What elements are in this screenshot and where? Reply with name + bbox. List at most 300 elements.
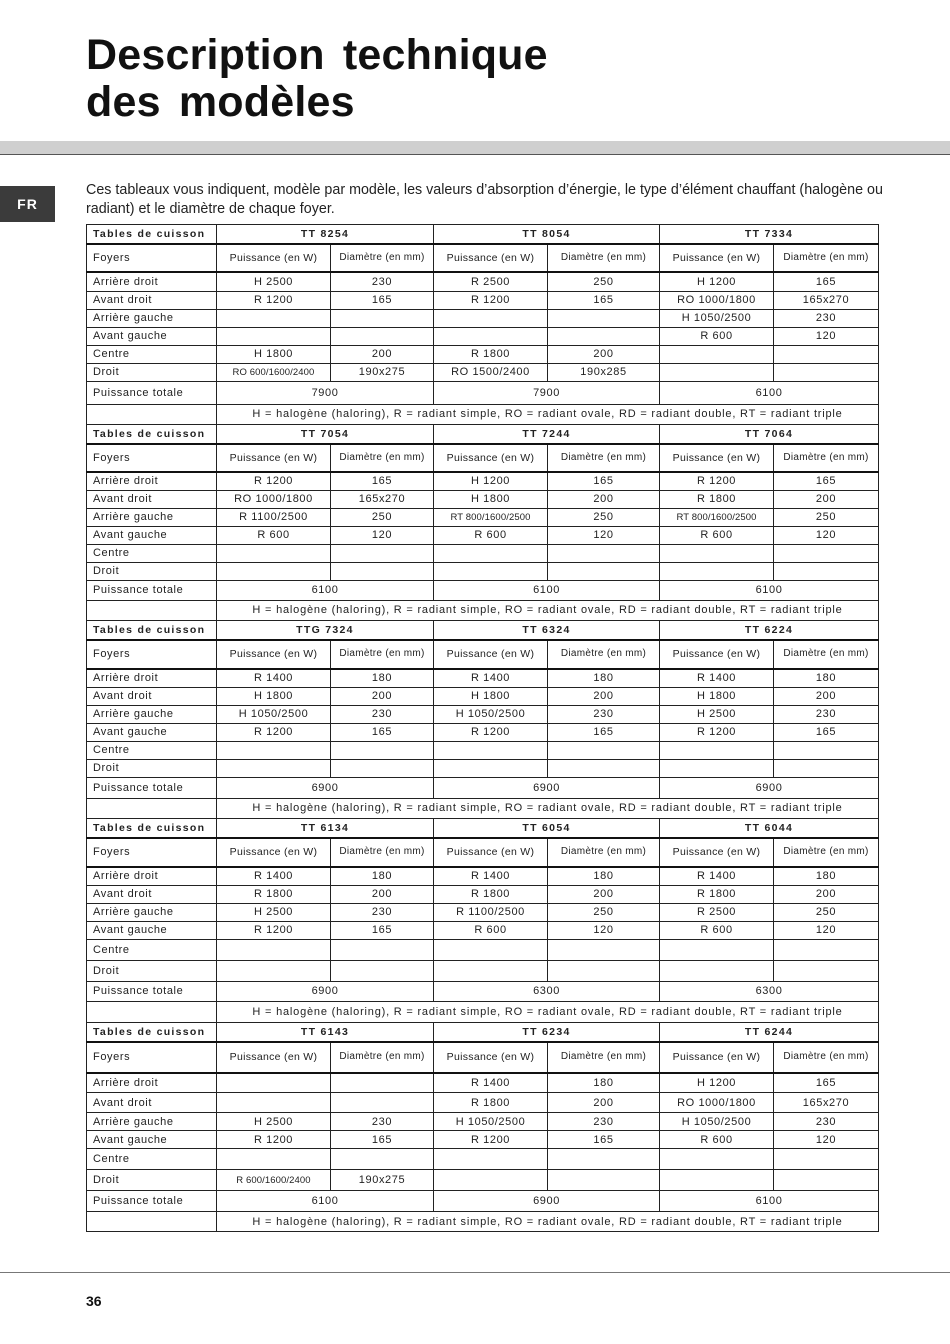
power-cell: H 2500 <box>660 705 774 723</box>
model-name: TT 8254 <box>217 225 434 245</box>
burner-position-label: Arrière droit <box>87 272 217 291</box>
diameter-cell: 230 <box>548 705 660 723</box>
diameter-cell: 230 <box>774 309 879 327</box>
model-name: TT 6044 <box>660 818 879 838</box>
diameter-cell: 230 <box>331 272 434 291</box>
model-name: TT 7244 <box>434 424 660 444</box>
table-header-row <box>87 225 879 245</box>
page-title-line1: Description technique <box>86 31 548 79</box>
tables-label: Tables de cuisson <box>87 424 217 444</box>
diameter-cell <box>774 363 879 381</box>
model-name: TT 7054 <box>217 424 434 444</box>
power-column-header: Puissance (en W) <box>217 838 331 867</box>
power-column-header: Puissance (en W) <box>217 444 331 472</box>
table-row <box>87 705 879 723</box>
power-cell: H 1200 <box>660 1073 774 1093</box>
diameter-cell: 180 <box>548 669 660 688</box>
table-row <box>87 723 879 741</box>
burner-position-label: Arrière droit <box>87 669 217 688</box>
power-column-header: Puissance (en W) <box>434 1042 548 1073</box>
table-row <box>87 921 879 939</box>
table-row <box>87 562 879 580</box>
power-cell: R 2500 <box>660 903 774 921</box>
table-row <box>87 867 879 886</box>
burner-position-label: Centre <box>87 544 217 562</box>
total-power-value: 6900 <box>434 1191 660 1212</box>
diameter-column-header: Diamètre (en mm) <box>331 838 434 867</box>
diameter-cell: 165 <box>774 1073 879 1093</box>
diameter-cell <box>548 1149 660 1170</box>
power-cell: R 1400 <box>660 669 774 688</box>
table-row <box>87 309 879 327</box>
diameter-cell: 180 <box>331 867 434 886</box>
burner-position-label: Centre <box>87 939 217 960</box>
diameter-cell: 190x285 <box>548 363 660 381</box>
tables-label: Tables de cuisson <box>87 818 217 838</box>
diameter-column-header: Diamètre (en mm) <box>774 1042 879 1073</box>
diameter-cell: 230 <box>331 705 434 723</box>
diameter-cell: 165 <box>548 723 660 741</box>
burner-position-label: Arrière droit <box>87 867 217 886</box>
diameter-cell: 200 <box>331 885 434 903</box>
power-cell <box>660 562 774 580</box>
diameter-cell <box>331 562 434 580</box>
total-power-value: 6100 <box>217 580 434 600</box>
power-cell <box>660 741 774 759</box>
diameter-cell <box>774 741 879 759</box>
diameter-cell: 190x275 <box>331 1170 434 1191</box>
diameter-cell: 200 <box>331 345 434 363</box>
column-header-row <box>87 444 879 472</box>
power-cell: R 1800 <box>434 1093 548 1113</box>
tables-label: Tables de cuisson <box>87 1022 217 1042</box>
power-cell: R 1200 <box>434 1131 548 1149</box>
table-row <box>87 1149 879 1170</box>
table-row <box>87 1093 879 1113</box>
total-power-label: Puissance totale <box>87 1191 217 1212</box>
legend-blank-cell <box>87 600 217 620</box>
power-column-header: Puissance (en W) <box>434 838 548 867</box>
power-cell: R 1800 <box>660 490 774 508</box>
diameter-cell: 165 <box>548 472 660 491</box>
diameter-cell: 180 <box>548 867 660 886</box>
power-cell: H 1800 <box>217 345 331 363</box>
diameter-column-header: Diamètre (en mm) <box>331 444 434 472</box>
model-name: TT 7064 <box>660 424 879 444</box>
diameter-column-header: Diamètre (en mm) <box>774 244 879 272</box>
power-cell <box>217 562 331 580</box>
power-cell <box>217 1149 331 1170</box>
power-cell <box>217 741 331 759</box>
diameter-cell: 165 <box>331 291 434 309</box>
power-cell: R 1200 <box>434 723 548 741</box>
power-cell: H 1800 <box>434 687 548 705</box>
diameter-cell: 200 <box>548 345 660 363</box>
diameter-cell: 120 <box>774 1131 879 1149</box>
page-title-line2: des modèles <box>86 78 355 126</box>
foyers-label: Foyers <box>87 640 217 669</box>
total-power-value: 7900 <box>434 381 660 404</box>
table-row <box>87 759 879 777</box>
power-cell <box>217 544 331 562</box>
power-column-header: Puissance (en W) <box>434 244 548 272</box>
table-row <box>87 903 879 921</box>
page-number: 36 <box>86 1293 102 1309</box>
footer-divider <box>0 1272 950 1273</box>
diameter-cell: 200 <box>548 490 660 508</box>
power-cell: H 1800 <box>217 687 331 705</box>
diameter-cell: 250 <box>548 903 660 921</box>
power-cell: R 600 <box>660 526 774 544</box>
power-cell: H 1050/2500 <box>434 1113 548 1131</box>
table-row <box>87 472 879 491</box>
power-cell: H 1200 <box>434 472 548 491</box>
legend-row <box>87 1001 879 1022</box>
power-cell: R 600 <box>434 921 548 939</box>
diameter-cell: 180 <box>774 867 879 886</box>
foyers-label: Foyers <box>87 838 217 867</box>
power-cell: R 1200 <box>217 291 331 309</box>
total-power-value: 6100 <box>217 1191 434 1212</box>
diameter-cell <box>331 759 434 777</box>
legend-text: H = halogène (haloring), R = radiant simple, RO = radiant ovale, RD = radiant double, RT = radiant triple <box>217 798 879 818</box>
foyers-label: Foyers <box>87 444 217 472</box>
model-name: TT 7334 <box>660 225 879 245</box>
power-cell <box>660 345 774 363</box>
power-cell <box>434 759 548 777</box>
diameter-cell <box>331 327 434 345</box>
legend-blank-cell <box>87 1001 217 1022</box>
diameter-cell <box>331 960 434 981</box>
burner-position-label: Avant gauche <box>87 327 217 345</box>
table-row <box>87 1073 879 1093</box>
power-column-header: Puissance (en W) <box>434 444 548 472</box>
power-cell <box>434 1149 548 1170</box>
burner-position-label: Droit <box>87 562 217 580</box>
power-cell <box>660 1170 774 1191</box>
burner-position-label: Droit <box>87 759 217 777</box>
power-cell: R 1400 <box>434 1073 548 1093</box>
total-power-value: 6900 <box>217 777 434 798</box>
burner-position-label: Avant gauche <box>87 921 217 939</box>
burner-position-label: Arrière gauche <box>87 309 217 327</box>
diameter-column-header: Diamètre (en mm) <box>331 1042 434 1073</box>
legend-row <box>87 600 879 620</box>
diameter-cell <box>548 562 660 580</box>
foyers-label: Foyers <box>87 244 217 272</box>
burner-position-label: Droit <box>87 1170 217 1191</box>
power-cell: H 1800 <box>434 490 548 508</box>
diameter-column-header: Diamètre (en mm) <box>548 444 660 472</box>
power-cell: R 1800 <box>434 345 548 363</box>
diameter-cell: 250 <box>774 903 879 921</box>
diameter-cell <box>774 562 879 580</box>
power-cell <box>217 309 331 327</box>
power-column-header: Puissance (en W) <box>660 244 774 272</box>
power-cell <box>217 759 331 777</box>
table-row <box>87 345 879 363</box>
legend-blank-cell <box>87 404 217 424</box>
diameter-cell: 200 <box>548 885 660 903</box>
diameter-cell: 180 <box>548 1073 660 1093</box>
total-power-value: 6100 <box>660 1191 879 1212</box>
burner-position-label: Droit <box>87 363 217 381</box>
diameter-cell <box>774 759 879 777</box>
diameter-cell: 190x275 <box>331 363 434 381</box>
power-cell <box>434 562 548 580</box>
intro-paragraph: Ces tableaux vous indiquent, modèle par modèle, les valeurs d’absorption d’énergie, le type d’élément chauffant (halogène ou radiant) et le diamètre de chaque foyer. <box>86 182 883 217</box>
diameter-column-header: Diamètre (en mm) <box>774 444 879 472</box>
burner-position-label: Centre <box>87 1149 217 1170</box>
power-cell: H 1050/2500 <box>660 1113 774 1131</box>
diameter-cell: 200 <box>548 687 660 705</box>
diameter-cell: 230 <box>548 1113 660 1131</box>
burner-position-label: Arrière droit <box>87 1073 217 1093</box>
table-row <box>87 741 879 759</box>
legend-row <box>87 798 879 818</box>
power-cell: R 1400 <box>434 867 548 886</box>
table-row <box>87 669 879 688</box>
total-power-label: Puissance totale <box>87 777 217 798</box>
diameter-cell: 120 <box>774 327 879 345</box>
diameter-cell: 165x270 <box>331 490 434 508</box>
model-name: TT 6054 <box>434 818 660 838</box>
power-cell <box>217 960 331 981</box>
burner-position-label: Avant gauche <box>87 723 217 741</box>
table-row <box>87 687 879 705</box>
power-cell <box>217 939 331 960</box>
diameter-cell <box>774 1149 879 1170</box>
legend-blank-cell <box>87 1212 217 1232</box>
power-cell: R 1200 <box>217 472 331 491</box>
diameter-cell: 180 <box>331 669 434 688</box>
tables-label: Tables de cuisson <box>87 620 217 640</box>
power-cell <box>217 327 331 345</box>
power-cell <box>660 544 774 562</box>
diameter-column-header: Diamètre (en mm) <box>548 640 660 669</box>
diameter-cell: 230 <box>331 903 434 921</box>
legend-text: H = halogène (haloring), R = radiant simple, RO = radiant ovale, RD = radiant double, RT = radiant triple <box>217 1001 879 1022</box>
model-name: TT 8054 <box>434 225 660 245</box>
burner-position-label: Arrière droit <box>87 472 217 491</box>
power-cell: H 1050/2500 <box>434 705 548 723</box>
power-cell: RO 1500/2400 <box>434 363 548 381</box>
tables-label: Tables de cuisson <box>87 225 217 245</box>
diameter-cell <box>548 309 660 327</box>
power-cell: R 600 <box>434 526 548 544</box>
diameter-cell <box>331 741 434 759</box>
power-cell: H 1050/2500 <box>217 705 331 723</box>
diameter-cell: 200 <box>774 885 879 903</box>
diameter-cell <box>548 1170 660 1191</box>
diameter-cell <box>331 309 434 327</box>
power-column-header: Puissance (en W) <box>660 640 774 669</box>
power-column-header: Puissance (en W) <box>434 640 548 669</box>
table-row <box>87 363 879 381</box>
diameter-cell: 165 <box>774 723 879 741</box>
diameter-column-header: Diamètre (en mm) <box>548 838 660 867</box>
power-cell: H 1050/2500 <box>660 309 774 327</box>
diameter-cell <box>331 1093 434 1113</box>
diameter-cell: 200 <box>331 687 434 705</box>
diameter-cell <box>548 960 660 981</box>
total-power-value: 6100 <box>434 580 660 600</box>
power-cell <box>660 363 774 381</box>
burner-position-label: Avant droit <box>87 687 217 705</box>
diameter-cell <box>774 1170 879 1191</box>
total-power-row <box>87 1191 879 1212</box>
power-cell: R 1200 <box>660 472 774 491</box>
table-row <box>87 939 879 960</box>
power-cell: R 600 <box>660 327 774 345</box>
table-row <box>87 1131 879 1149</box>
total-power-row <box>87 381 879 404</box>
table-row <box>87 1170 879 1191</box>
power-cell: R 2500 <box>434 272 548 291</box>
total-power-value: 6300 <box>434 981 660 1001</box>
power-cell: H 2500 <box>217 1113 331 1131</box>
power-cell: R 1200 <box>660 723 774 741</box>
table-header-row <box>87 1022 879 1042</box>
burner-position-label: Avant droit <box>87 291 217 309</box>
diameter-cell <box>774 960 879 981</box>
table-row <box>87 508 879 526</box>
diameter-cell <box>548 544 660 562</box>
power-cell: RO 1000/1800 <box>217 490 331 508</box>
total-power-row <box>87 981 879 1001</box>
power-column-header: Puissance (en W) <box>660 1042 774 1073</box>
table-header-row <box>87 620 879 640</box>
legend-blank-cell <box>87 798 217 818</box>
power-cell: R 1400 <box>217 867 331 886</box>
power-cell: RT 800/1600/2500 <box>660 508 774 526</box>
model-name: TT 6234 <box>434 1022 660 1042</box>
diameter-column-header: Diamètre (en mm) <box>548 1042 660 1073</box>
diameter-cell: 120 <box>548 526 660 544</box>
total-power-value: 6100 <box>660 580 879 600</box>
diameter-cell <box>774 939 879 960</box>
burner-position-label: Avant droit <box>87 885 217 903</box>
power-cell: H 1800 <box>660 687 774 705</box>
diameter-cell <box>331 1073 434 1093</box>
diameter-cell: 165 <box>774 472 879 491</box>
power-cell <box>434 960 548 981</box>
power-cell <box>660 759 774 777</box>
power-cell <box>434 544 548 562</box>
column-header-row <box>87 244 879 272</box>
model-name: TT 6224 <box>660 620 879 640</box>
power-cell: RT 800/1600/2500 <box>434 508 548 526</box>
diameter-cell: 165x270 <box>774 1093 879 1113</box>
diameter-column-header: Diamètre (en mm) <box>774 838 879 867</box>
total-power-value: 6900 <box>217 981 434 1001</box>
column-header-row <box>87 640 879 669</box>
power-cell: R 600 <box>660 921 774 939</box>
burner-position-label: Avant gauche <box>87 526 217 544</box>
column-header-row <box>87 838 879 867</box>
diameter-cell: 120 <box>548 921 660 939</box>
diameter-cell <box>331 1149 434 1170</box>
legend-text: H = halogène (haloring), R = radiant simple, RO = radiant ovale, RD = radiant double, RT = radiant triple <box>217 404 879 424</box>
power-cell <box>434 939 548 960</box>
diameter-cell: 120 <box>331 526 434 544</box>
power-column-header: Puissance (en W) <box>217 1042 331 1073</box>
total-power-value: 6900 <box>660 777 879 798</box>
power-cell <box>434 741 548 759</box>
diameter-cell <box>548 939 660 960</box>
header-divider-bar <box>0 141 950 155</box>
diameter-cell: 180 <box>774 669 879 688</box>
page-title <box>86 32 548 126</box>
power-cell: R 600/1600/2400 <box>217 1170 331 1191</box>
diameter-cell: 200 <box>774 490 879 508</box>
power-cell: R 1200 <box>217 921 331 939</box>
diameter-cell: 165 <box>548 1131 660 1149</box>
total-power-label: Puissance totale <box>87 981 217 1001</box>
power-cell <box>434 309 548 327</box>
total-power-value: 6900 <box>434 777 660 798</box>
diameter-column-header: Diamètre (en mm) <box>774 640 879 669</box>
diameter-cell: 230 <box>331 1113 434 1131</box>
power-cell: R 1800 <box>217 885 331 903</box>
burner-position-label: Arrière gauche <box>87 1113 217 1131</box>
power-cell <box>660 939 774 960</box>
diameter-cell: 120 <box>774 921 879 939</box>
power-column-header: Puissance (en W) <box>217 244 331 272</box>
language-tab: FR <box>0 186 55 222</box>
model-name: TT 6134 <box>217 818 434 838</box>
diameter-cell: 165 <box>331 472 434 491</box>
power-cell: H 1200 <box>660 272 774 291</box>
total-power-value: 6300 <box>660 981 879 1001</box>
diameter-cell <box>548 759 660 777</box>
burner-position-label: Arrière gauche <box>87 705 217 723</box>
diameter-cell: 165 <box>331 921 434 939</box>
diameter-cell: 250 <box>548 272 660 291</box>
power-cell: R 1200 <box>217 1131 331 1149</box>
total-power-value: 6100 <box>660 381 879 404</box>
diameter-cell <box>774 544 879 562</box>
power-cell: H 2500 <box>217 903 331 921</box>
power-cell: R 1200 <box>434 291 548 309</box>
diameter-column-header: Diamètre (en mm) <box>548 244 660 272</box>
diameter-cell: 120 <box>774 526 879 544</box>
diameter-cell: 200 <box>548 1093 660 1113</box>
legend-row <box>87 404 879 424</box>
diameter-cell: 200 <box>774 687 879 705</box>
power-cell <box>660 1149 774 1170</box>
diameter-cell <box>774 345 879 363</box>
burner-position-label: Avant gauche <box>87 1131 217 1149</box>
power-cell <box>217 1073 331 1093</box>
legend-text: H = halogène (haloring), R = radiant simple, RO = radiant ovale, RD = radiant double, RT = radiant triple <box>217 600 879 620</box>
burner-position-label: Arrière gauche <box>87 903 217 921</box>
foyers-label: Foyers <box>87 1042 217 1073</box>
burner-position-label: Arrière gauche <box>87 508 217 526</box>
power-cell: R 1400 <box>217 669 331 688</box>
column-header-row <box>87 1042 879 1073</box>
power-cell: R 1400 <box>660 867 774 886</box>
power-cell <box>217 1093 331 1113</box>
diameter-column-header: Diamètre (en mm) <box>331 640 434 669</box>
table-row <box>87 272 879 291</box>
diameter-cell: 165x270 <box>774 291 879 309</box>
power-cell: RO 1000/1800 <box>660 1093 774 1113</box>
power-column-header: Puissance (en W) <box>660 444 774 472</box>
diameter-cell <box>548 327 660 345</box>
power-cell: R 600 <box>217 526 331 544</box>
total-power-row <box>87 580 879 600</box>
